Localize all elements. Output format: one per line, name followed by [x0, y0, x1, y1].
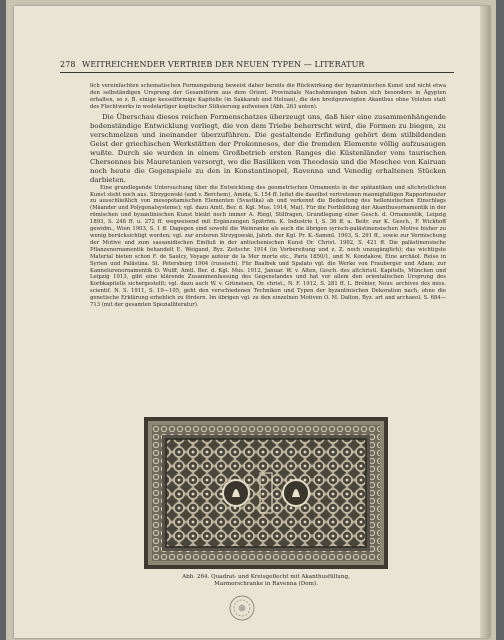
library-stamp-icon [228, 594, 256, 622]
marble-screen-illustration [144, 417, 388, 569]
page-number: 278 [60, 60, 76, 69]
page-gutter [480, 6, 490, 638]
running-header [60, 60, 460, 69]
paragraph-1: lich vereinfachten schematischen Formengebung beweist daher bereits die Rückwirkung der byzantinischen Kunst und nicht etwa den selbständigen Ursprung der Gesamtform aus dem Orient. Provinziale Nachahmungen haben sich besonders in Ägypten erhalten, so z. B. einige kesselförmige Kapitelle (in Sakkarah und Heluan), die den breitgezweigten Akanthus ohne Voluten statt des Flechtwerks in wedelartiger koptischer Stilisierung aufweisen (Abb. 263 unten). [90, 83, 446, 110]
figure-caption-line-2: Marmorschranke in Ravenna (Dom). [214, 581, 318, 587]
figure-caption [146, 574, 386, 588]
page-body [90, 83, 446, 309]
header-rule [60, 72, 454, 73]
figure-caption-line-1: Abb. 264. Quadrat- und Kreisgeflecht mit Akanthusfüllung, [182, 574, 350, 580]
paragraph-2: Die Überschau dieses reichen Formenschatzes überzeugt uns, daß hier eine zusammenhängende bodenständige Entwicklung vorliegt, die von dem Triebe beherrscht wird, die Formen zu biegen, zu verschmelzen und ineinander überzuführen. Die gestaltende Erfindung gehört dem stilbildenden Geist der griechischen Werkstätten der Prokonnesos, der die fremden Elemente völlig aufzusaugen wußte. Durch sie wurden in einem Großbetrieb ersten Ranges die Küstenländer vom taurischen Chersonnes bis Mauretanien versorgt, wo die Basiliken von Theodosia und die Moschee von Kairuan noch heute die Gegenspiele zu den in Konstantinopel, Ravenna und Venedig erhaltenen Stücken darbieten. [90, 112, 446, 184]
running-head-title: WEITREICHENDER VERTRIEB DER NEUEN TYPEN — LITERATUR [82, 60, 365, 69]
paragraph-3-literature: Eine grundlegende Untersuchung über die Entwicklung des geometrischen Ornaments in der spätantiken und altchristlichen Kunst steht noch aus. Strzygowski (und v. Berchem), Amida, S. 154 ff. leitet die daselbst vertretenen mannigfaltigen Rapportmuster zu ausschließlich von mesopotamischen Elementen (Svastika) ab und verkennt die Bedeutung des hellenistischen Einschlags (Mäander und Polygonalsysteme); vgl. dazu Amtl. Ber. d. Kgl. Mus. 1914, Mai). Für die Fortbildung der Akanthusornamentik in der römischen und byzantinischen Kunst bleibt noch immer A. Riegl, Stilfragen, Grundlegung einer Gesch. d. Ornamentik, Leipzig 1893, S. 248 ff. u. 272 ff. wegweisend mit Ergänzungen Spätröm. K. Industrie I, S. 36 ff. u. Beitr. zur K. Gesch., F. Wickhoff gewidm., Wien 1903, S. 1 ff. Dagegen sind sowohl die Weinranke als auch die übrigen syrisch-palästinensischen Motive bisher zu wenig berücksichtigt worden; vgl. zur ersteren Strzygowski, Jahrb. der Kgl. Pr. K.-Samml. 1903, S. 291 ff., sowie zur Vermischung der Motive und zum sassanidischen Einfluß in der antiochenischen Kunst Or. Christ. 1902, S. 421 ff. Die palästinensische Pflanzenornamentik behandelt E. Weigand, Byz. Zeitschr. 1914 (in Vorbereitung und z. Z. noch unzugänglich); das wichtigste Material bieten schon F. de Saulcy, Voyage autour de la Mer morte etc., Paris 1850/1, und N. Kondakow, Eine archäol. Reise in Syrien und Palästina. St. Petersburg 1904 (russisch). Für Baalbek und Spalato vgl. die Werke von Frauberger und Adam; zur Kannelurenornamentik O. Wulff, Amtl. Ber. d. Kgl. Mus. 1912, Januar. W. v. Alten, Gesch. des altchristl. Kapitells, München und Leipzig 1913, gibt eine klärende Zusammenfassung des Gegenstandes und hat vor allem den orientalischen Ursprung des Korbkapitells sichergestellt; vgl. dazu auch W. v. Grüneisen, Or. christ., N. F. 1912, S. 281 ff. L. Bréhier, Nouv. archives des miss. scientif. N. S. 1911, S. 19—105, geht den verschiedenen Techniken und Typen der byzantinischen Dekoration nach, ohne die genetische Erklärung erheblich zu fördern. Im übrigen vgl. zu den einzelnen Motiven O. M. Dalton, Byz. art and archaeol. S. 684—713 (mit der gesamten Spezialliteratur). [90, 184, 446, 309]
figure-marble-screen [144, 417, 388, 569]
